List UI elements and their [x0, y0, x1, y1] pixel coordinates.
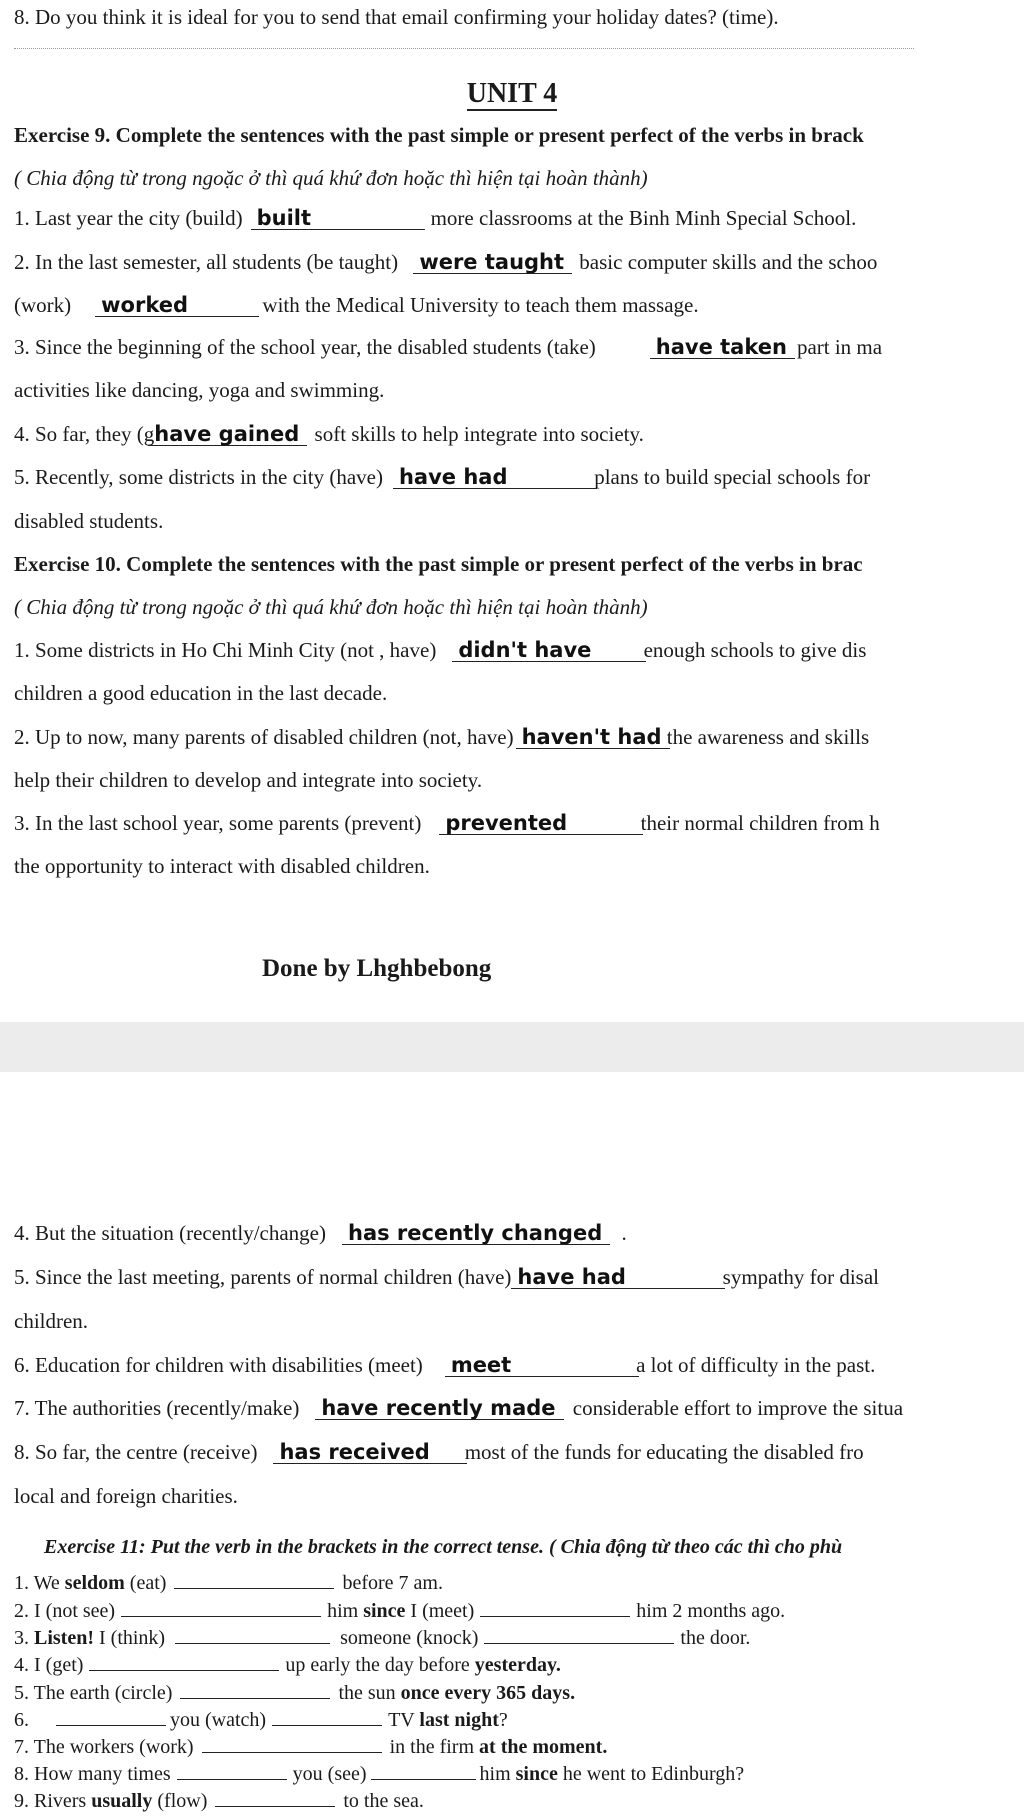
- answer: have recently made: [321, 1396, 556, 1420]
- ex11-item-7: 7. The workers (work) in the firm at the moment.: [14, 1736, 608, 1758]
- ex10-sentence-5-cont: children.: [14, 1309, 89, 1333]
- page-gap: [0, 1022, 1024, 1072]
- answer: have gained: [154, 422, 300, 446]
- answer: prevented: [445, 810, 635, 836]
- answer: has recently changed: [348, 1221, 603, 1245]
- page-section-bottom: [0, 1190, 1024, 1820]
- answer: have taken: [655, 335, 787, 359]
- answer: worked: [101, 292, 251, 318]
- ex10-sentence-3-cont: the opportunity to interact with disabled children.: [14, 854, 430, 878]
- ex11-item-9: 9. Rivers usually (flow) to the sea.: [14, 1790, 424, 1812]
- answer: built: [257, 205, 417, 231]
- answer: have had: [517, 1264, 717, 1290]
- ex10-sentence-6: 6. Education for children with disabilities (meet) meet a lot of difficulty in the past.: [14, 1353, 876, 1377]
- ex10-sentence-1: 1. Some districts in Ho Chi Minh City (not , have) didn't have enough schools to give dis: [14, 638, 867, 662]
- answer: has received: [279, 1439, 459, 1465]
- answer: haven't had: [521, 725, 662, 749]
- answer: meet: [451, 1352, 631, 1378]
- ex11-item-5: 5. The earth (circle) the sun once every 365 days.: [14, 1682, 576, 1704]
- exercise-10-subtitle: ( Chia động từ trong ngoặc ở thì quá khứ đơn hoặc thì hiện tại hoàn thành): [14, 595, 648, 619]
- ex10-sentence-4: 4. But the situation (recently/change) has recently changed .: [14, 1221, 627, 1245]
- exercise-9-title: Exercise 9. Complete the sentences with the past simple or present perfect of the verbs in brack: [14, 123, 864, 147]
- ex11-item-3: 3. Listen! I (think) someone (knock) the door.: [14, 1627, 751, 1649]
- ex9-sentence-3-cont: activities like dancing, yoga and swimming.: [14, 378, 385, 402]
- unit-title: UNIT 4: [466, 78, 558, 109]
- ex10-sentence-1-cont: children a good education in the last decade.: [14, 681, 388, 705]
- ex10-sentence-3: 3. In the last school year, some parents (prevent) prevented their normal children from h: [14, 811, 880, 835]
- answer: didn't have: [458, 637, 638, 663]
- exercise-10-title: Exercise 10. Complete the sentences with the past simple or present perfect of the verbs in brac: [14, 552, 863, 576]
- ex9-sentence-1: 1. Last year the city (build) built more classrooms at the Binh Minh Special School.: [14, 206, 857, 230]
- ex11-item-2: 2. I (not see) him since I (meet) him 2 months ago.: [14, 1600, 786, 1622]
- ex10-sentence-8: 8. So far, the centre (receive) has received most of the funds for educating the disabled fro: [14, 1440, 864, 1464]
- answer: were taught: [419, 250, 565, 274]
- ex10-sentence-5: 5. Since the last meeting, parents of normal children (have) have had sympathy for disal: [14, 1265, 879, 1289]
- exercise-9-subtitle: ( Chia động từ trong ngoặc ở thì quá khứ đơn hoặc thì hiện tại hoàn thành): [14, 166, 648, 190]
- ex9-sentence-5-cont: disabled students.: [14, 509, 164, 533]
- ex11-item-6: 6. you (watch) TV last night?: [14, 1709, 508, 1731]
- ex9-sentence-2: 2. In the last semester, all students (be taught) were taught basic computer skills and the schoo: [14, 250, 878, 274]
- top-question: 8. Do you think it is ideal for you to send that email confirming your holiday dates? (time).: [14, 5, 779, 29]
- ex11-item-4: 4. I (get) up early the day before yesterday.: [14, 1654, 561, 1676]
- exercise-11-title: Exercise 11: Put the verb in the brackets in the correct tense. ( Chia động từ theo các thì cho phù: [44, 1536, 843, 1558]
- ex9-sentence-2-cont: (work) worked with the Medical University to teach them massage.: [14, 293, 699, 317]
- ex11-item-8: 8. How many times you (see) him since he went to Edinburgh?: [14, 1763, 745, 1785]
- ex10-sentence-7: 7. The authorities (recently/make) have recently made considerable effort to improve the situa: [14, 1396, 904, 1420]
- answer: have had: [399, 464, 589, 490]
- ex9-sentence-4: 4. So far, they (ghave gained soft skills to help integrate into society.: [14, 422, 644, 446]
- dotted-divider: [14, 48, 914, 49]
- ex9-sentence-5: 5. Recently, some districts in the city (have) have had plans to build special schools for: [14, 465, 871, 489]
- ex10-sentence-2-cont: help their children to develop and integrate into society.: [14, 768, 483, 792]
- ex9-sentence-3: 3. Since the beginning of the school year, the disabled students (take) have taken part in ma: [14, 335, 883, 359]
- ex10-sentence-8-cont: local and foreign charities.: [14, 1484, 238, 1508]
- ex11-item-1: 1. We seldom (eat) before 7 am.: [14, 1572, 443, 1594]
- signature: Done by Lhghbebong: [262, 955, 492, 982]
- ex10-sentence-2: 2. Up to now, many parents of disabled children (not, have) haven't had the awareness and skills: [14, 725, 870, 749]
